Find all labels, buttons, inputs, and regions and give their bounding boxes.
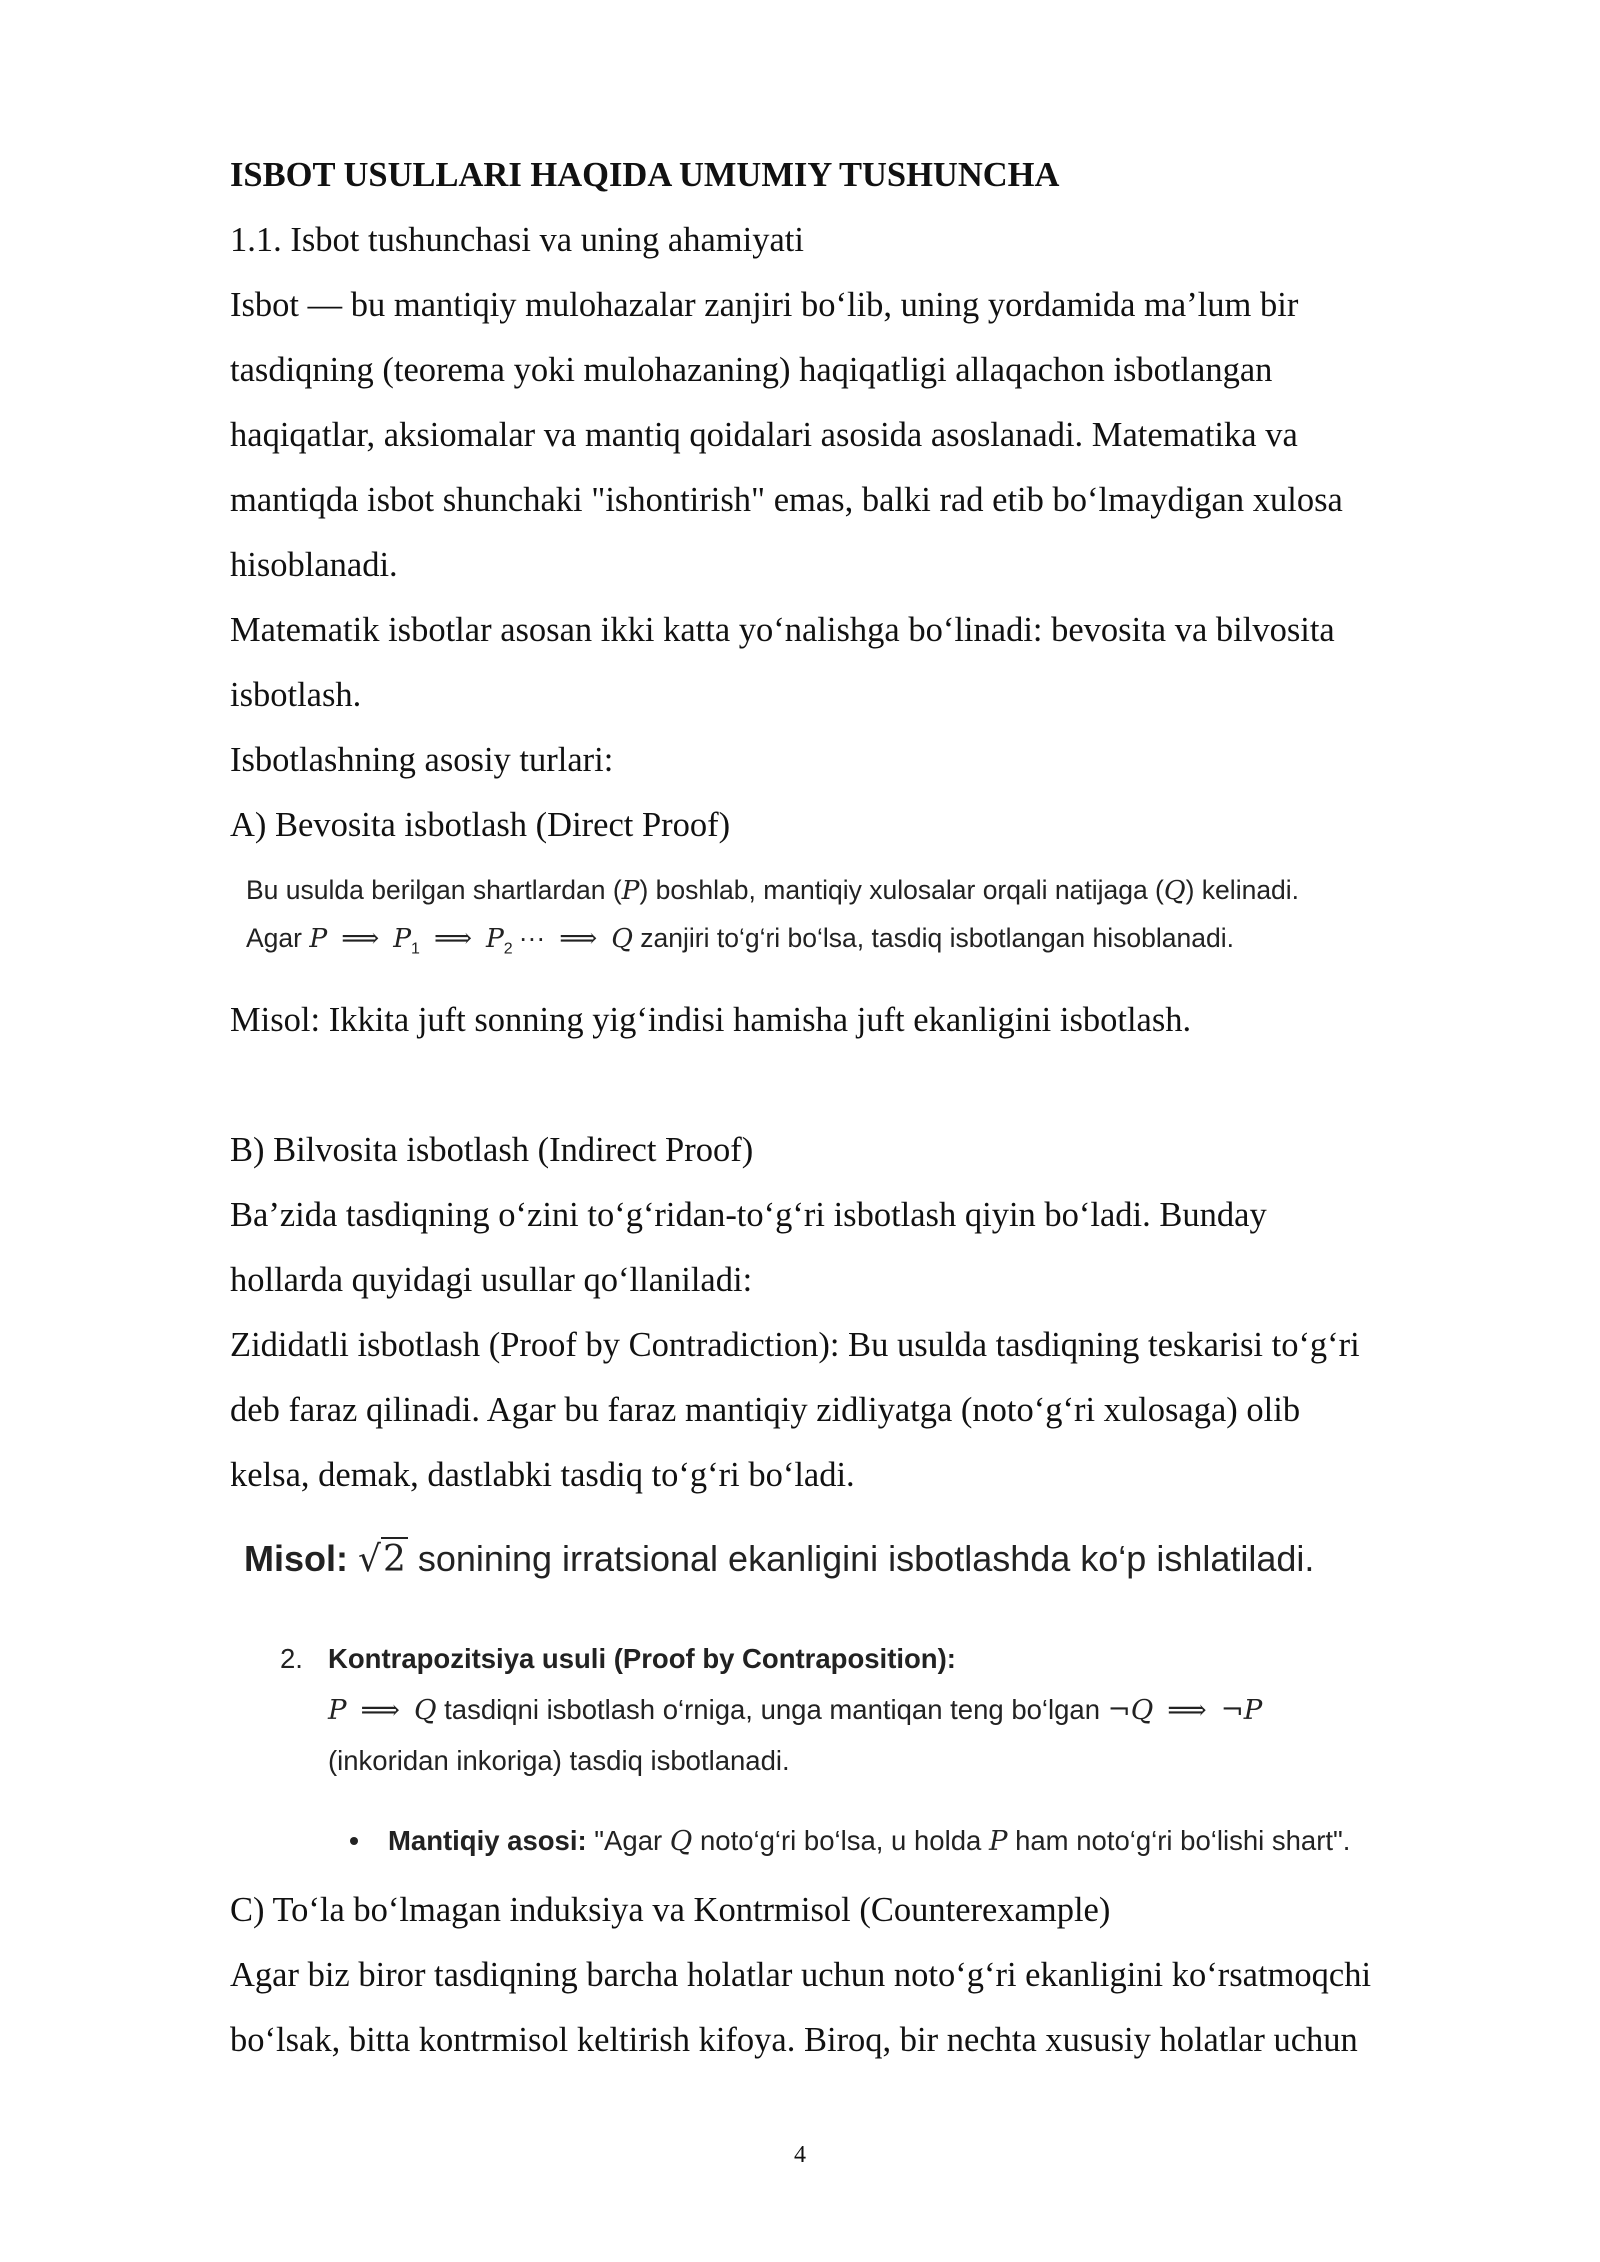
counterexample-title: C) To‘la bo‘lmagan induksiya va Kontrmisol (Counterexample)	[230, 1891, 1111, 1929]
paragraph-line: hisoblanadi.	[230, 546, 398, 584]
math-p: P	[988, 1825, 1008, 1857]
text-fragment: ) kelinadi.	[1185, 875, 1300, 905]
paragraph-line: haqiqatlar, aksiomalar va mantiq qoidalari asosida asoslanadi. Matematika va	[230, 416, 1298, 454]
indirect-proof-title: B) Bilvosita isbotlash (Indirect Proof)	[230, 1131, 754, 1169]
math-p: P	[328, 1694, 347, 1726]
section-title: 1.1. Isbot tushunchasi va uning ahamiyati	[230, 221, 804, 259]
types-title: Isbotlashning asosiy turlari:	[230, 741, 614, 779]
paragraph-line: Isbot — bu mantiqiy mulohazalar zanjiri bo‘lib, uning yordamida ma’lum bir	[230, 286, 1299, 324]
text-fragment: sonining irratsional ekanligini isbotlashda ko‘p ishlatiladi.	[417, 1538, 1315, 1579]
ellipsis: ···	[518, 923, 546, 953]
math-p1: P	[393, 923, 412, 954]
text-fragment: noto‘g‘ri bo‘lsa, u holda	[699, 1825, 982, 1856]
implies-arrow: ⟹	[559, 923, 598, 954]
text-fragment: tasdiqni isbotlash o‘rniga, unga mantiqan teng bo‘lgan	[444, 1694, 1101, 1725]
math-p: P	[621, 875, 640, 906]
logical-basis-bullet	[388, 1823, 1350, 1859]
sqrt-symbol	[358, 1536, 408, 1583]
sqrt2-example	[244, 1536, 1314, 1583]
contraposition-title: Kontrapozitsiya usuli (Proof by Contraposition):	[328, 1643, 956, 1674]
math-not-q: ¬Q	[1107, 1694, 1154, 1726]
paragraph-line: Agar biz biror tasdiqning barcha holatlar uchun noto‘g‘ri ekanligini ko‘rsatmoqchi	[230, 1956, 1372, 1994]
contraposition-statement	[328, 1692, 1262, 1728]
paragraph-line: mantiqda isbot shunchaki "ishontirish" emas, balki rad etib bo‘lmaydigan xulosa	[230, 481, 1343, 519]
paragraph-line: tasdiqning (teorema yoki mulohazaning) haqiqatligi allaqachon isbotlangan	[230, 351, 1273, 389]
example-label: Misol:	[244, 1538, 348, 1579]
paragraph-line: Ba’zida tasdiqning o‘zini to‘g‘ridan-to‘g‘ri isbotlash qiyin bo‘ladi. Bunday	[230, 1196, 1267, 1234]
document-heading: ISBOT USULLARI HAQIDA UMUMIY TUSHUNCHA	[230, 156, 1060, 194]
text-fragment: zanjiri to‘g‘ri bo‘lsa, tasdiq isbotlangan hisoblanadi.	[640, 923, 1234, 953]
paragraph-line: isbotlash.	[230, 676, 362, 714]
paragraph-line: hollarda quyidagi usullar qo‘llaniladi:	[230, 1261, 753, 1299]
math-p: P	[309, 923, 328, 954]
subscript: 1	[411, 940, 420, 958]
direct-proof-description	[246, 873, 1299, 908]
contraposition-number: 2.	[280, 1643, 303, 1674]
subscript: 2	[503, 940, 513, 958]
bullet-label: Mantiqiy asosi:	[388, 1825, 587, 1856]
paragraph-line: kelsa, demak, dastlabki tasdiq to‘g‘ri bo‘ladi.	[230, 1456, 855, 1494]
contraposition-statement-cont: (inkoridan inkoriga) tasdiq isbotlanadi.	[328, 1745, 790, 1776]
math-not-p: ¬P	[1220, 1694, 1263, 1726]
text-fragment: "Agar	[594, 1825, 663, 1856]
math-q: Q	[1163, 875, 1186, 906]
text-fragment: ) boshlab, mantiqiy xulosalar orqali natijaga (	[639, 875, 1164, 905]
text-fragment: Agar	[246, 923, 302, 953]
direct-proof-title: A) Bevosita isbotlash (Direct Proof)	[230, 806, 731, 844]
paragraph-line: Matematik isbotlar asosan ikki katta yo‘nalishga bo‘linadi: bevosita va bilvosita	[230, 611, 1335, 649]
bullet-dot	[350, 1837, 358, 1845]
implies-arrow: ⟹	[341, 923, 380, 954]
paragraph-line: Zididatli isbotlash (Proof by Contradiction): Bu usulda tasdiqning teskarisi to‘g‘ri	[230, 1326, 1360, 1364]
implies-arrow: ⟹	[433, 923, 472, 954]
math-q: Q	[413, 1694, 437, 1726]
page-number: 4	[794, 2142, 806, 2168]
radical-sign: √	[358, 1539, 381, 1580]
math-q: Q	[611, 923, 633, 954]
radicand: 2	[382, 1539, 406, 1580]
text-fragment: ham noto‘g‘ri bo‘lishi shart".	[1015, 1825, 1351, 1856]
text-fragment: Bu usulda berilgan shartlardan (	[246, 875, 622, 905]
implies-arrow: ⟹	[1167, 1694, 1207, 1726]
direct-proof-chain	[246, 921, 1234, 966]
paragraph-line: bo‘lsak, bitta kontrmisol keltirish kifoya. Biroq, bir nechta xususiy holatlar uchun	[230, 2021, 1358, 2059]
implies-arrow: ⟹	[360, 1694, 400, 1726]
paragraph-line: deb faraz qilinadi. Agar bu faraz mantiqiy zidliyatga (noto‘g‘ri xulosaga) olib	[230, 1391, 1301, 1429]
math-p2: P	[485, 923, 504, 954]
example-line: Misol: Ikkita juft sonning yig‘indisi hamisha juft ekanligini isbotlash.	[230, 1001, 1192, 1039]
math-q: Q	[669, 1825, 693, 1857]
